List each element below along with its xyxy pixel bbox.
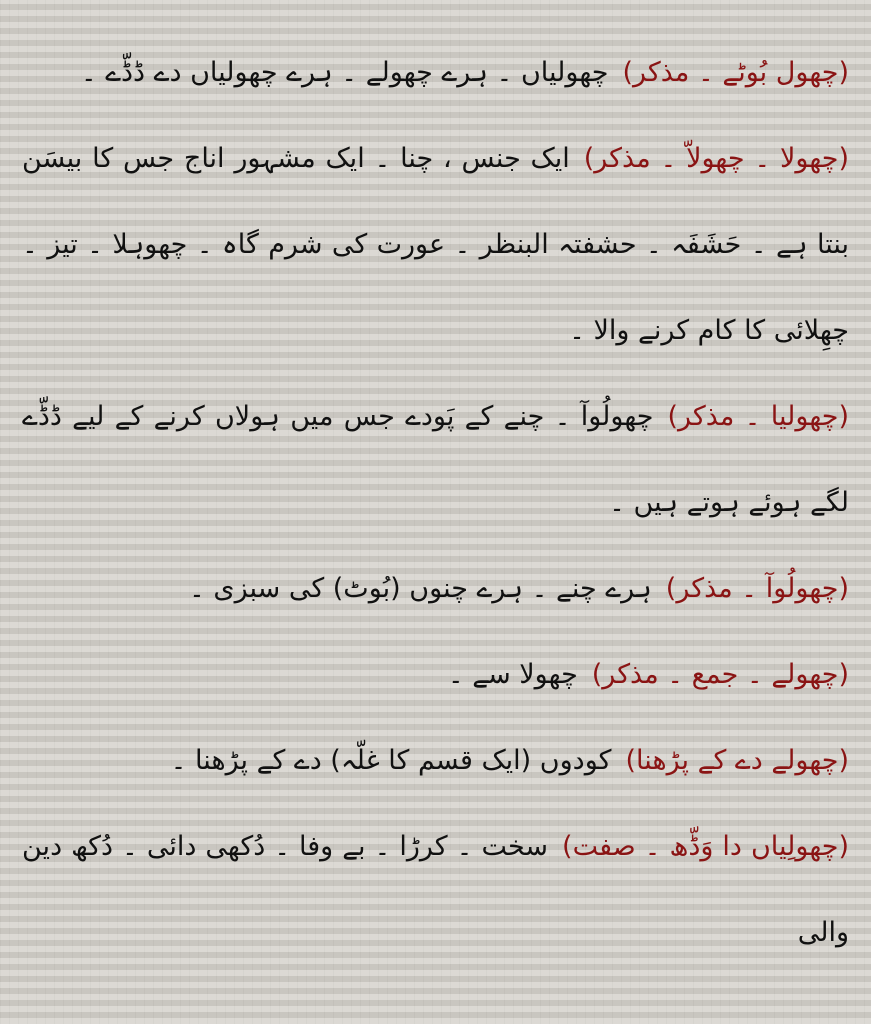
entry-definition: ہرے چنے ۔ ہرے چنوں (بُوٹ) کی سبزی ۔ (189, 573, 652, 604)
entry-definition: کودوں (ایک قسم کا غلّہ) دے کے پڑھنا ۔ (170, 745, 612, 776)
entry-definition: چھولا سے ۔ (447, 659, 578, 690)
entry-definition: ایک جنس ، چنا ۔ ایک مشہور اناج جس کا بیسَن بنتا ہے ۔ حَشَفَہ ۔ حشفتہ البنظر ۔ عورت کی شرم گاہ ۔ چھوہلا ۔ تیز ۔ چھِلائی کا کام کرنے والا ۔ (22, 143, 849, 346)
entry-headword: (چھولے ۔ جمع ۔ مذکر) (591, 659, 849, 690)
entry-headword: (چھولیا ۔ مذکر) (667, 401, 849, 432)
entry-headword: (چھول بُوٹے ۔ مذکر) (622, 57, 849, 88)
dictionary-entry (22, 718, 849, 804)
dictionary-entry (22, 374, 849, 546)
dictionary-entry (22, 546, 849, 632)
dictionary-entry (22, 30, 849, 116)
entry-headword: (چھولُوآ ۔ مذکر) (665, 573, 849, 604)
entry-definition: سخت ۔ کرڑا ۔ بے وفا ۔ دُکھی دائی ۔ دُکھ دین والی (22, 831, 849, 948)
entry-definition: چھولیاں ۔ ہرے چھولے ۔ ہرے چھولیاں دے ڈڈّے ۔ (80, 57, 609, 88)
dictionary-entry (22, 804, 849, 976)
dictionary-entry (22, 632, 849, 718)
entry-definition: چھولُوآ ۔ چنے کے پَودے جس میں ہولاں کرنے کے لیے ڈڈّے لگے ہوئے ہوتے ہیں ۔ (22, 401, 849, 518)
entry-headword: (چھولا ۔ چھولاّ ۔ مذکر) (583, 143, 850, 174)
dictionary-entry (22, 116, 849, 374)
entry-headword: (چھولِیاں دا وَڈّھ ۔ صفت) (562, 831, 849, 862)
entry-headword: (چھولے دے کے پڑھنا) (625, 745, 849, 776)
